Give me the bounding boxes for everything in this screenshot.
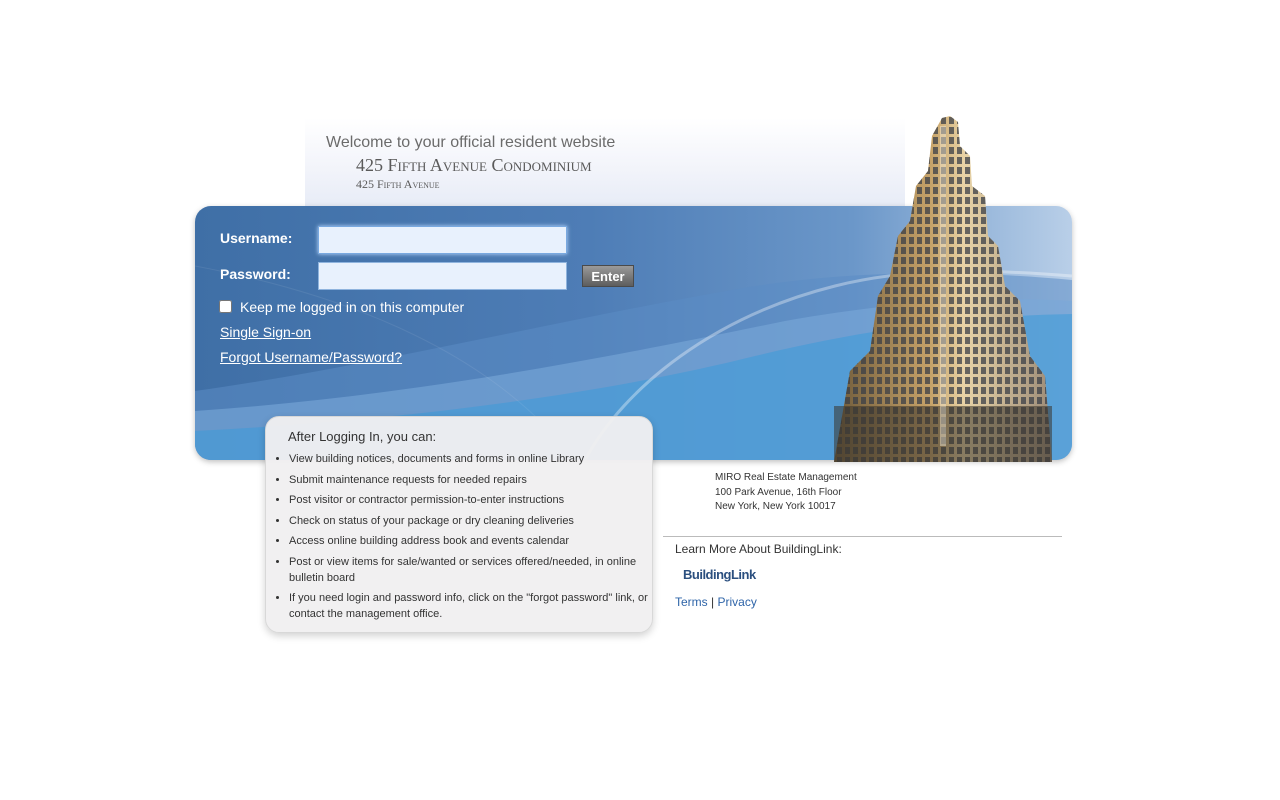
enter-button[interactable]: Enter <box>582 265 634 287</box>
password-input[interactable] <box>318 262 567 290</box>
building-photo <box>820 116 1070 462</box>
after-login-list <box>272 451 669 627</box>
footer-separator: | <box>711 595 715 609</box>
divider <box>663 536 1062 537</box>
forgot-credentials-link[interactable]: Forgot Username/Password? <box>220 349 403 365</box>
single-sign-on-link[interactable]: Single Sign-on <box>220 324 312 340</box>
keep-logged-in-checkbox[interactable] <box>219 300 232 313</box>
management-address-line2: New York, New York 10017 <box>715 501 836 512</box>
list-item: • View building notices, documents and forms in online Library <box>289 451 669 467</box>
list-item: • If you need login and password info, click on the "forgot password" link, or contact the management office. <box>289 590 669 622</box>
privacy-link[interactable]: Privacy <box>717 595 757 609</box>
list-item: • Access online building address book and events calendar <box>289 533 669 549</box>
username-input[interactable] <box>318 226 567 254</box>
management-name: MIRO Real Estate Management <box>715 472 857 483</box>
username-label: Username: <box>220 230 293 246</box>
after-login-title: After Logging In, you can: <box>288 429 437 444</box>
buildinglink-logo[interactable]: BuildingLink <box>683 567 756 582</box>
list-item: • Post visitor or contractor permission-to-enter instructions <box>289 492 669 508</box>
building-name: 425 Fifth Avenue Condominium <box>356 155 592 175</box>
list-item: • Post or view items for sale/wanted or services offered/needed, in online bulletin board <box>289 554 669 586</box>
management-info <box>715 471 857 515</box>
learn-more-text: Learn More About BuildingLink: <box>675 542 842 556</box>
terms-link[interactable]: Terms <box>675 595 708 609</box>
list-item: • Check on status of your package or dry cleaning deliveries <box>289 513 669 529</box>
password-label: Password: <box>220 266 291 282</box>
list-item: • Submit maintenance requests for needed repairs <box>289 472 669 488</box>
building-address: 425 Fifth Avenue <box>356 177 440 191</box>
management-address-line1: 100 Park Avenue, 16th Floor <box>715 486 842 498</box>
keep-logged-in-label: Keep me logged in on this computer <box>240 299 465 315</box>
footer-links <box>675 595 757 609</box>
welcome-text: Welcome to your official resident website <box>326 134 616 151</box>
